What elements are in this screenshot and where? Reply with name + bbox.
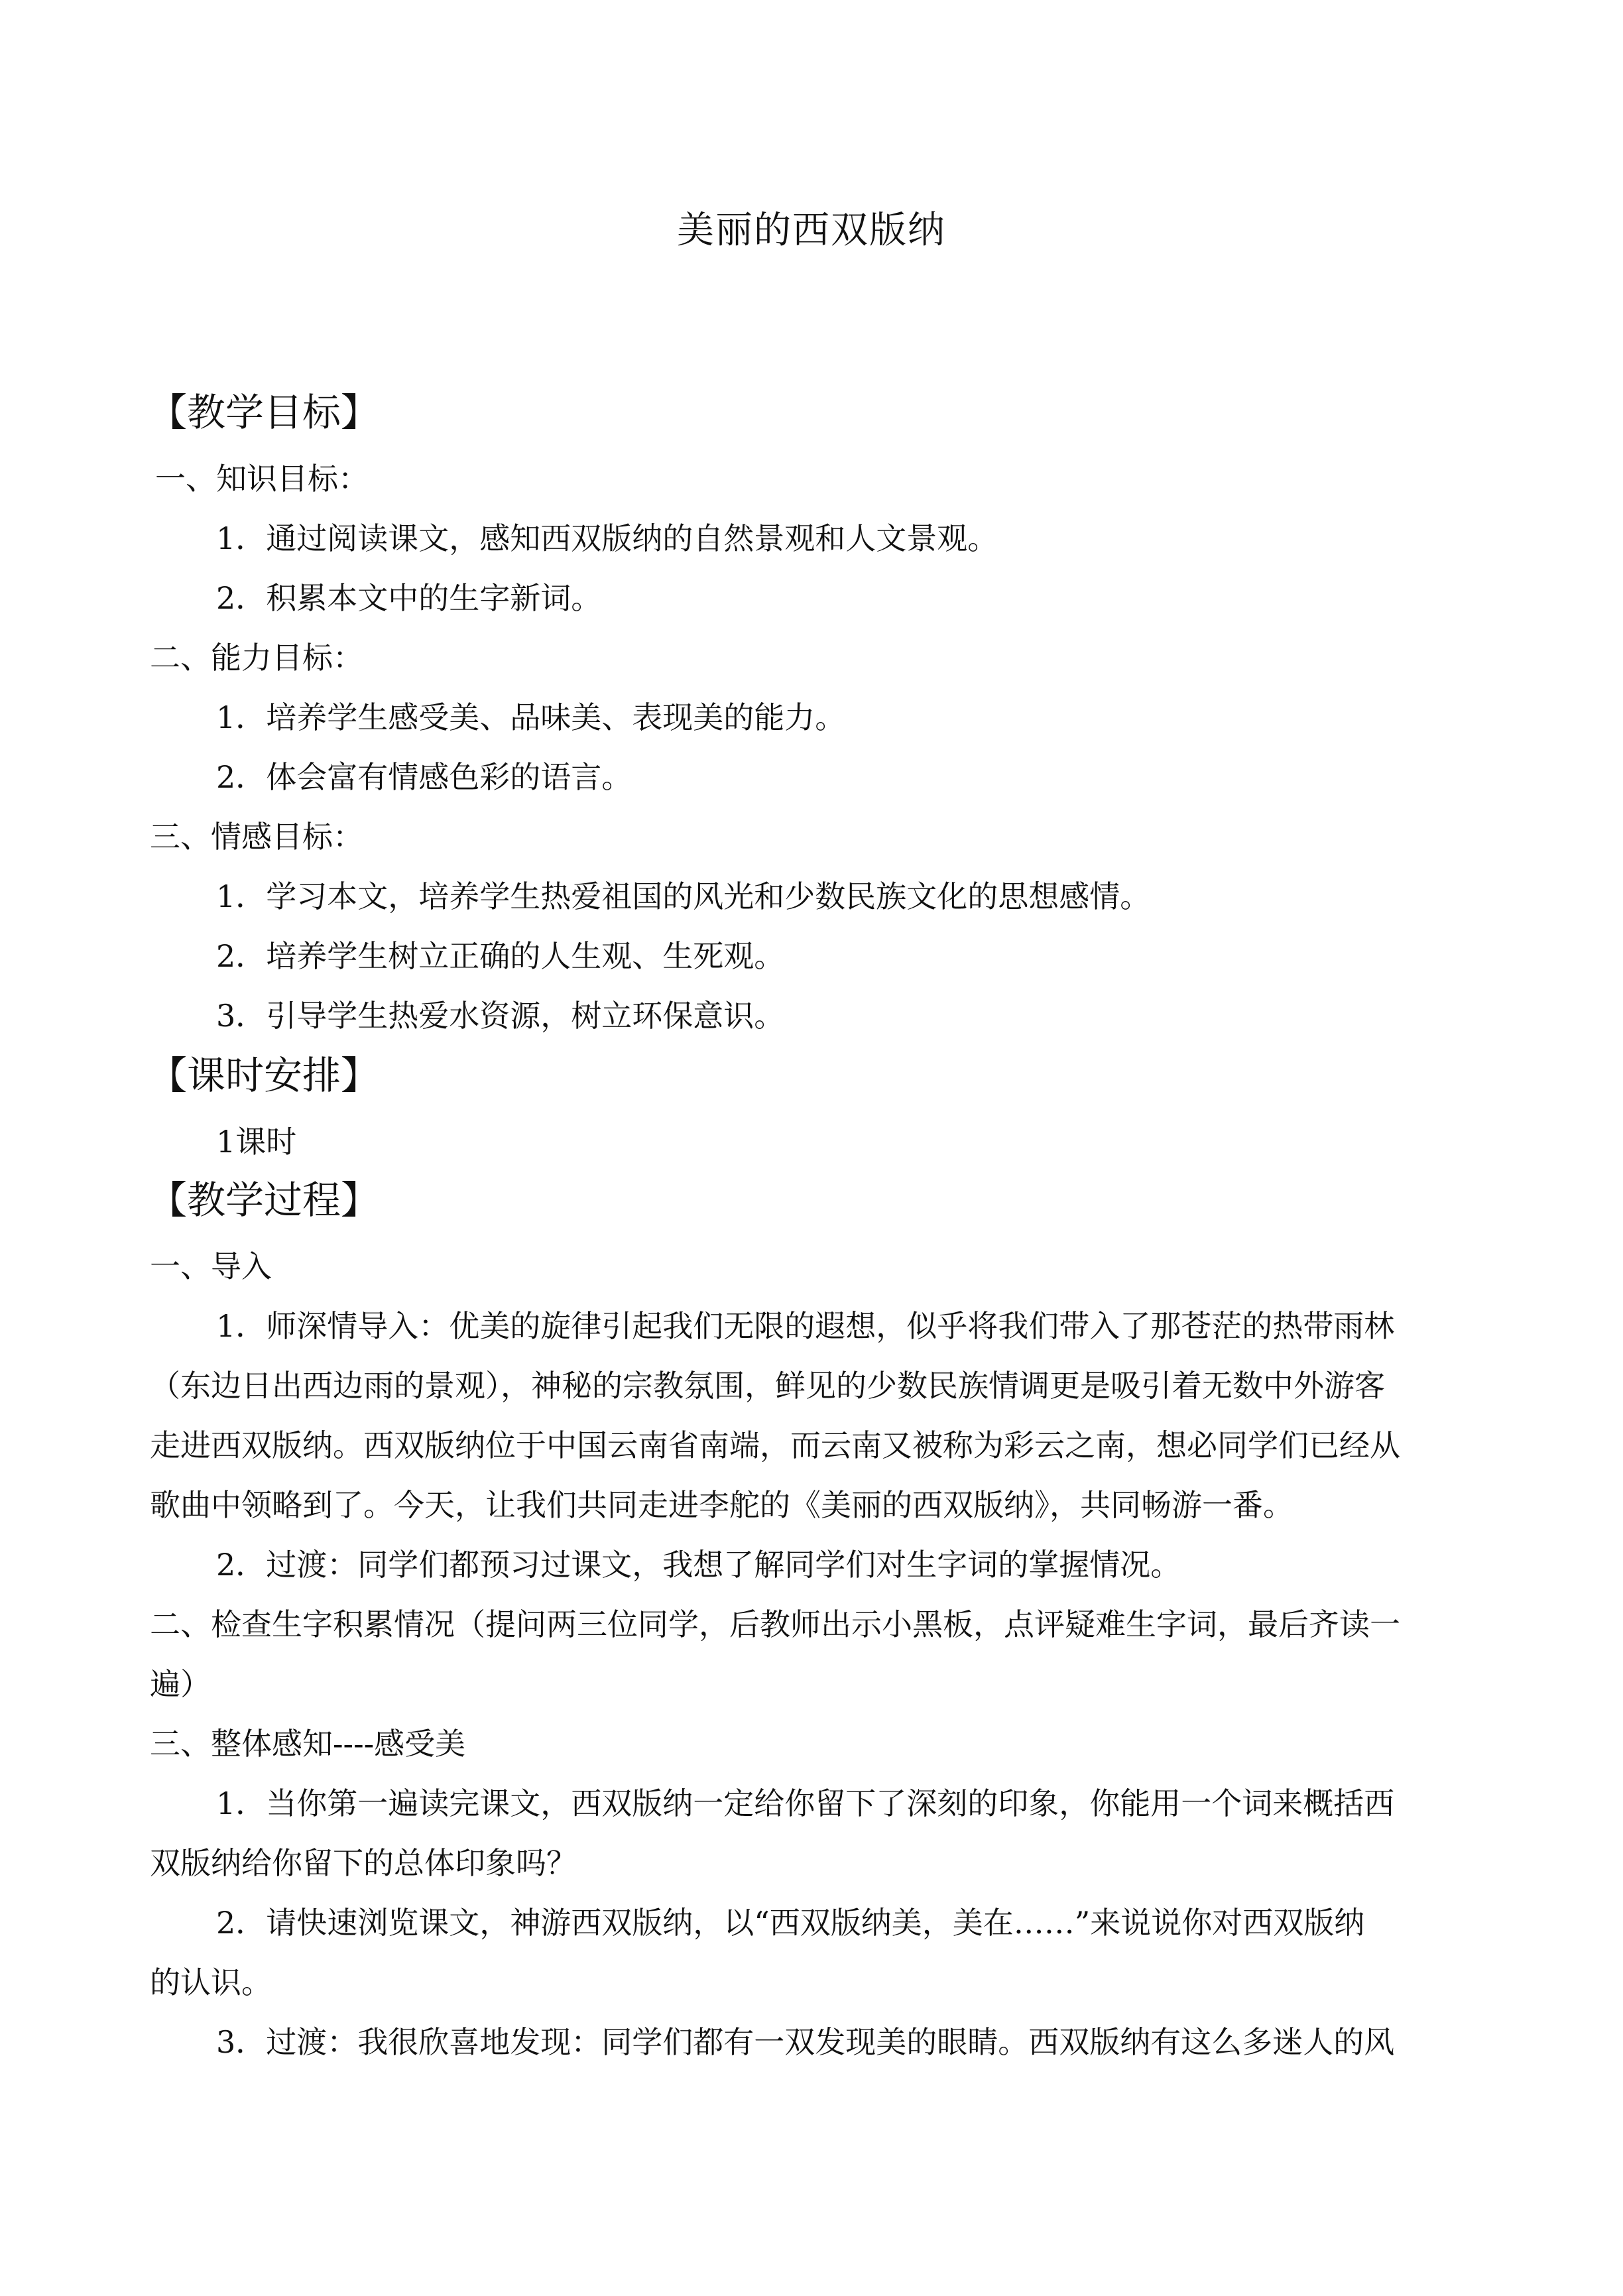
perceive-label: 三、整体感知----感受美 <box>150 1726 466 1762</box>
ability-objectives-label: 二、能力目标： <box>150 640 363 676</box>
intro-paragraph-line-3: 走进西双版纳。西双版纳位于中国云南省南端，而云南又被称为彩云之南，想必同学们已经从 <box>150 1427 1400 1463</box>
section-heading-objectives: 【教学目标】 <box>149 390 380 435</box>
intro-transition: 2．过渡：同学们都预习过课文，我想了解同学们对生字词的掌握情况。 <box>216 1547 1181 1583</box>
schedule-text: 1课时 <box>216 1124 297 1160</box>
section-heading-schedule: 【课时安排】 <box>149 1053 380 1098</box>
emotion-item-1: 1．学习本文，培养学生热爱祖国的风光和少数民族文化的思想感情。 <box>216 878 1151 914</box>
ability-item-2: 2．体会富有情感色彩的语言。 <box>216 759 632 795</box>
emotion-objectives-label: 三、情感目标： <box>150 819 363 855</box>
perceive-q2-line-1: 2．请快速浏览课文，神游西双版纳，以“西双版纳美，美在……”来说说你对西双版纳 <box>216 1905 1365 1941</box>
document-title: 美丽的西双版纳 <box>677 209 946 252</box>
emotion-item-2: 2．培养学生树立正确的人生观、生死观。 <box>216 938 785 974</box>
intro-paragraph-line-1: 1．师深情导入：优美的旋律引起我们无限的遐想，似乎将我们带入了那苍茫的热带雨林 <box>216 1308 1395 1344</box>
intro-paragraph-line-2: （东边日出西边雨的景观），神秘的宗教氛围，鲜见的少数民族情调更是吸引着无数中外游客 <box>150 1368 1385 1404</box>
check-line-2: 遍） <box>150 1666 211 1702</box>
emotion-item-3: 3．引导学生热爱水资源，树立环保意识。 <box>216 998 785 1034</box>
section-heading-process: 【教学过程】 <box>149 1178 380 1223</box>
knowledge-item-2: 2．积累本文中的生字新词。 <box>216 580 602 616</box>
intro-paragraph-line-4: 歌曲中领略到了。今天，让我们共同走进李舵的《美丽的西双版纳》，共同畅游一番。 <box>150 1487 1293 1523</box>
check-line-1: 二、检查生字积累情况（提问两三位同学，后教师出示小黑板，点评疑难生字词，最后齐读一 <box>150 1606 1400 1642</box>
knowledge-item-1: 1．通过阅读课文，感知西双版纳的自然景观和人文景观。 <box>216 520 998 556</box>
knowledge-objectives-label: 一、知识目标： <box>155 461 369 497</box>
perceive-q1-line-2: 双版纳给你留下的总体印象吗？ <box>150 1845 577 1881</box>
ability-item-1: 1．培养学生感受美、品味美、表现美的能力。 <box>216 699 846 735</box>
perceive-q1-line-1: 1．当你第一遍读完课文，西双版纳一定给你留下了深刻的印象，你能用一个词来概括西 <box>216 1785 1395 1821</box>
perceive-transition: 3．过渡：我很欣喜地发现：同学们都有一双发现美的眼睛。西双版纳有这么多迷人的风 <box>216 2024 1395 2060</box>
perceive-q2-line-2: 的认识。 <box>150 1964 272 2000</box>
intro-label: 一、导入 <box>150 1248 272 1284</box>
